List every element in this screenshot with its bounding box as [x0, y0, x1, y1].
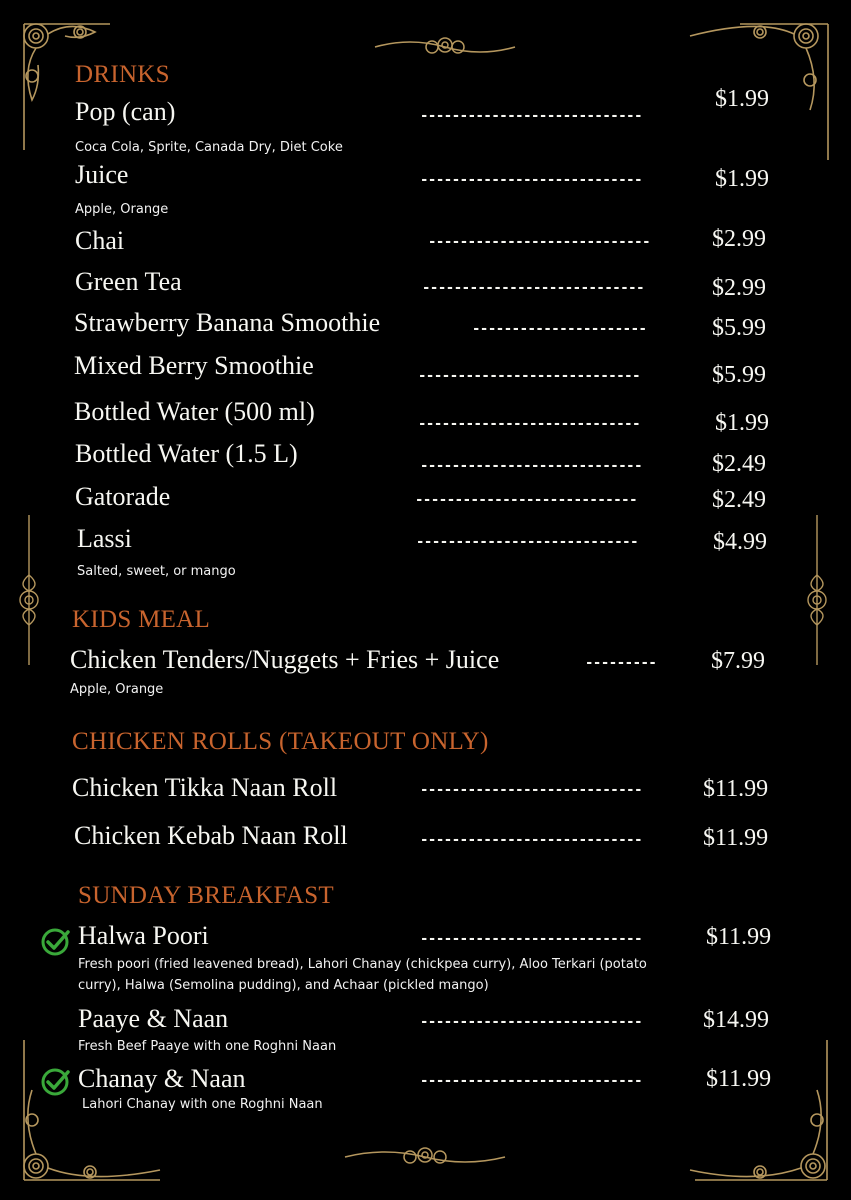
menu-item-description: Salted, sweet, or mango [77, 564, 236, 579]
menu-item-name: Chanay & Naan [78, 1064, 246, 1093]
dotted-leader: ---------------------------- [420, 782, 643, 798]
bottom-center-ornament-icon [340, 1142, 510, 1172]
menu-item-name: Chicken Kebab Naan Roll [74, 821, 348, 850]
menu-item-description: Fresh poori (fried leavened bread), Lahori Chanay (chickpea curry), Aloo Terkari (potato curry), Halwa (Semolina pudding), and Achaar (pickled mango) [78, 957, 647, 993]
section-title-sunday-breakfast: SUNDAY BREAKFAST [78, 882, 335, 909]
menu-item-name: Juice [75, 160, 129, 189]
menu-item-description: Lahori Chanay with one Roghni Naan [82, 1097, 323, 1112]
dotted-leader: ---------------------------- [420, 108, 643, 124]
menu-item-price: $5.99 [712, 362, 766, 388]
menu-item-name: Green Tea [75, 267, 182, 296]
dotted-leader: ---------------------------- [420, 172, 643, 188]
menu-item-description: Fresh Beef Paaye with one Roghni Naan [78, 1039, 337, 1054]
dotted-leader: --------- [585, 655, 657, 671]
menu-item-price: $1.99 [715, 86, 769, 112]
menu-item-price: $2.49 [712, 487, 766, 513]
side-ornament-left-icon [12, 515, 46, 665]
dotted-leader: ---------------------------- [418, 416, 641, 432]
menu-item-name: Chicken Tikka Naan Roll [72, 773, 338, 802]
section-title-drinks: DRINKS [75, 61, 170, 88]
dotted-leader: ---------------------------- [422, 280, 645, 296]
menu-item-price: $11.99 [706, 924, 772, 950]
menu-item-price: $7.99 [711, 648, 765, 674]
menu-item-price: $1.99 [715, 410, 769, 436]
dotted-leader: ---------------------------- [420, 1014, 643, 1030]
corner-ornament-bottom-left-icon [10, 1040, 170, 1192]
dotted-leader: ---------------------------- [415, 492, 638, 508]
menu-item-description: Apple, Orange [75, 202, 169, 217]
menu-item-name: Mixed Berry Smoothie [74, 351, 314, 380]
side-ornament-right-icon [800, 515, 834, 665]
dotted-leader: ---------------------------- [418, 368, 641, 384]
menu-item-price: $2.99 [712, 275, 766, 301]
menu-item-price: $2.99 [712, 226, 766, 252]
menu-item-name: Chicken Tenders/Nuggets + Fries + Juice [70, 645, 500, 674]
menu-item-name: Bottled Water (500 ml) [74, 397, 315, 426]
section-title-chicken-rolls: CHICKEN ROLLS (TAKEOUT ONLY) [72, 728, 489, 755]
vegetarian-check-icon [40, 1066, 72, 1098]
top-center-ornament-icon [370, 32, 520, 62]
menu-item-price: $14.99 [703, 1007, 769, 1033]
dotted-leader: ---------------------------- [420, 832, 643, 848]
menu-item-name: Lassi [77, 524, 132, 553]
dotted-leader: ---------------------------- [416, 534, 639, 550]
dotted-leader: ---------------------------- [428, 234, 651, 250]
menu-item-name: Chai [75, 226, 125, 255]
menu-item-description: Apple, Orange [70, 682, 164, 697]
menu-item-price: $11.99 [703, 776, 769, 802]
menu-item-name: Bottled Water (1.5 L) [75, 439, 298, 468]
menu-item-name: Pop (can) [75, 97, 176, 126]
menu-item-name: Strawberry Banana Smoothie [74, 308, 381, 337]
dotted-leader: ---------------------------- [420, 931, 643, 947]
menu-item-name: Paaye & Naan [78, 1004, 229, 1033]
menu-item-description: Coca Cola, Sprite, Canada Dry, Diet Coke [75, 140, 343, 155]
corner-ornament-bottom-right-icon [685, 1040, 840, 1192]
menu-item-price: $11.99 [703, 825, 769, 851]
menu-item-price: $11.99 [706, 1066, 772, 1092]
vegetarian-check-icon [40, 926, 72, 958]
dotted-leader: ---------------------------- [420, 458, 643, 474]
menu-item-name: Gatorade [75, 482, 171, 511]
menu-item-price: $1.99 [715, 166, 769, 192]
dotted-leader: ---------------------------- [420, 1073, 643, 1089]
menu-item-price: $5.99 [712, 315, 766, 341]
section-title-kids-meal: KIDS MEAL [72, 606, 211, 633]
menu-item-price: $4.99 [713, 529, 767, 555]
menu-item-name: Halwa Poori [78, 921, 209, 950]
menu-item-price: $2.49 [712, 451, 766, 477]
dotted-leader: ---------------------- [472, 321, 647, 337]
